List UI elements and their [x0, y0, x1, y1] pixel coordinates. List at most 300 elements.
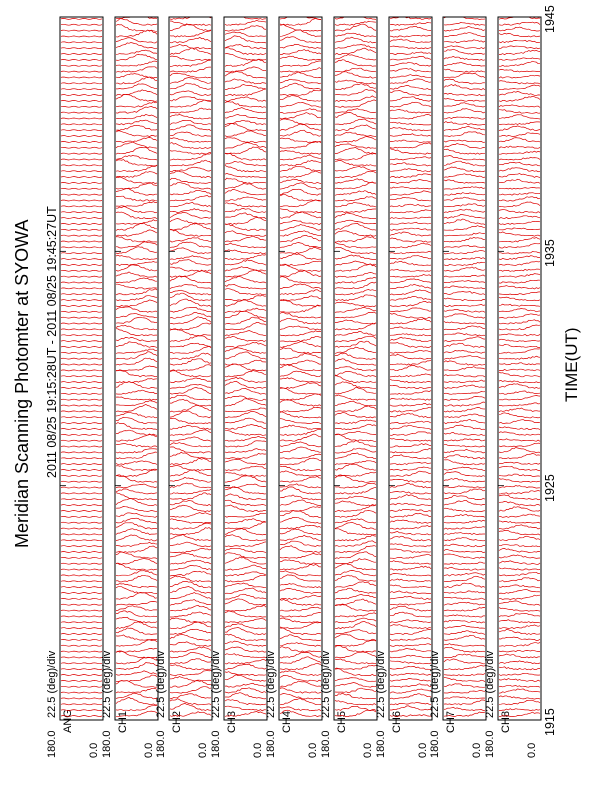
scan-trace [61, 311, 102, 312]
scan-trace [116, 493, 157, 500]
scan-trace [61, 59, 102, 60]
scan-trace [390, 549, 431, 553]
scan-trace [499, 261, 540, 265]
scan-trace [390, 471, 431, 476]
scan-trace [170, 694, 211, 699]
scan-trace [335, 223, 376, 230]
scan-trace [499, 75, 540, 78]
scan-trace [225, 549, 266, 553]
scan-trace [390, 26, 431, 31]
scan-trace [61, 405, 102, 406]
scan-trace [61, 692, 102, 693]
scan-trace [61, 77, 102, 78]
scan-trace [444, 245, 485, 247]
scan-trace [444, 508, 485, 511]
scan-trace [225, 178, 266, 183]
scan-trace [116, 172, 157, 178]
scan-trace [280, 383, 321, 389]
scan-trace [499, 334, 540, 336]
scan-trace [444, 180, 485, 183]
scan-trace [390, 284, 431, 289]
scan-trace [170, 171, 211, 178]
scan-trace [225, 388, 266, 394]
scan-trace [335, 453, 376, 459]
scan-trace [280, 618, 321, 623]
scan-trace [170, 371, 211, 377]
scan-trace [444, 298, 485, 301]
scan-trace [61, 136, 102, 137]
scan-trace [170, 365, 211, 371]
scan-trace [499, 22, 540, 25]
scan-trace [170, 483, 211, 488]
scan-trace [390, 169, 431, 172]
scan-trace [444, 602, 485, 605]
scan-trace [61, 54, 102, 55]
scan-trace [335, 640, 376, 646]
scan-trace [444, 439, 485, 441]
scan-trace [170, 37, 211, 43]
panel-scale-label: 22.5 (deg)/div [320, 650, 332, 718]
scan-trace [390, 574, 431, 577]
scan-trace [390, 75, 431, 79]
scan-trace [280, 652, 321, 658]
y-tick-top: 180.0 [375, 730, 387, 758]
scan-trace [444, 425, 485, 430]
scan-trace [116, 401, 157, 406]
scan-trace [335, 137, 376, 143]
scan-trace [390, 620, 431, 623]
scan-trace [390, 174, 431, 178]
scan-trace [390, 308, 431, 312]
scan-trace [335, 68, 376, 72]
scan-trace [61, 276, 102, 277]
scan-trace [170, 267, 211, 271]
scan-trace [499, 685, 540, 687]
scan-trace [61, 610, 102, 611]
scan-trace [499, 46, 540, 49]
scan-trace [170, 276, 211, 283]
scan-trace [225, 436, 266, 441]
scan-trace [335, 388, 376, 395]
scan-trace [225, 599, 266, 605]
scan-trace [116, 449, 157, 453]
scan-trace [170, 97, 211, 101]
scan-trace [61, 130, 102, 131]
scan-trace [390, 327, 431, 330]
scan-trace [499, 216, 540, 219]
scan-trace [390, 279, 431, 283]
scan-trace [61, 481, 102, 482]
scan-trace [335, 571, 376, 576]
scan-trace [444, 350, 485, 353]
scan-trace [225, 59, 266, 66]
scan-trace [444, 132, 485, 137]
scan-trace [280, 56, 321, 60]
scan-trace [444, 204, 485, 207]
scan-trace [499, 643, 540, 647]
scan-trace [390, 360, 431, 365]
scan-trace [499, 138, 540, 142]
scan-trace [335, 367, 376, 371]
scan-trace [116, 177, 157, 184]
scan-trace [335, 464, 376, 470]
scan-trace [116, 542, 157, 546]
scan-trace [499, 486, 540, 489]
scan-trace [61, 194, 102, 195]
scan-trace [335, 701, 376, 706]
scan-trace [116, 430, 157, 435]
panel-channel-label: CH6 [391, 710, 403, 733]
scan-trace [225, 250, 266, 254]
scan-trace [170, 160, 211, 166]
scan-trace [61, 305, 102, 306]
scan-trace [280, 671, 321, 676]
scan-trace [444, 460, 485, 465]
scan-trace [499, 536, 540, 540]
scan-trace [499, 238, 540, 243]
scan-trace [335, 209, 376, 213]
scan-trace [444, 527, 485, 530]
scan-trace [225, 224, 266, 230]
scan-trace [390, 251, 431, 254]
scan-trace [444, 286, 485, 289]
scan-trace [116, 284, 157, 289]
scan-trace [225, 236, 266, 242]
scan-trace [61, 83, 102, 84]
scan-trace [390, 703, 431, 705]
scan-trace [335, 371, 376, 376]
scan-trace [225, 311, 266, 318]
scan-trace [225, 688, 266, 693]
scan-trace [390, 561, 431, 565]
scan-trace [499, 122, 540, 125]
scan-trace [390, 354, 431, 359]
scan-trace [225, 693, 266, 699]
scan-trace [225, 513, 266, 517]
scan-trace [499, 356, 540, 359]
scan-trace [116, 278, 157, 283]
scan-trace [444, 573, 485, 576]
scan-trace [499, 269, 540, 271]
scan-trace [170, 593, 211, 600]
scan-trace [116, 571, 157, 576]
scan-trace [444, 209, 485, 213]
scan-trace [335, 237, 376, 243]
scan-trace [499, 578, 540, 582]
scan-trace [444, 576, 485, 582]
scan-trace [390, 232, 431, 236]
scan-trace [61, 30, 102, 31]
scan-trace [116, 25, 157, 32]
scan-trace [170, 190, 211, 195]
scan-trace [61, 698, 102, 699]
scan-trace [444, 258, 485, 260]
scan-trace [499, 380, 540, 382]
scan-trace [390, 438, 431, 441]
panel-channel-label: CH1 [117, 710, 129, 733]
scan-trace [335, 273, 376, 278]
scan-trace [390, 444, 431, 448]
scan-trace [444, 79, 485, 84]
scan-trace [61, 65, 102, 66]
scan-trace [280, 378, 321, 383]
scan-trace [444, 73, 485, 78]
scan-trace [444, 455, 485, 459]
scan-trace [61, 124, 102, 125]
scan-trace [280, 442, 321, 447]
scan-trace [335, 413, 376, 418]
scan-trace [116, 640, 157, 647]
scan-trace [280, 224, 321, 230]
scan-trace [335, 89, 376, 95]
scan-trace [61, 399, 102, 400]
panel-channel-label: CH5 [336, 710, 348, 733]
scan-trace [170, 699, 211, 705]
scan-trace [390, 579, 431, 582]
scan-trace [499, 286, 540, 289]
traces-ang [61, 18, 102, 716]
traces-ch3 [225, 17, 266, 716]
scan-trace [116, 74, 157, 78]
scan-trace [280, 560, 321, 564]
scan-trace [444, 478, 485, 482]
scan-trace [170, 285, 211, 289]
scan-trace [225, 594, 266, 599]
scan-trace [444, 356, 485, 360]
scan-trace [499, 40, 540, 42]
scan-trace [499, 585, 540, 588]
scan-trace [61, 522, 102, 523]
y-tick-bottom: 0.0 [307, 742, 319, 758]
scan-trace [390, 275, 431, 278]
scan-trace [390, 673, 431, 675]
scan-trace [61, 452, 102, 453]
scan-trace [335, 182, 376, 189]
scan-trace [61, 475, 102, 476]
panel-scale-label: 22.5 (deg)/div [155, 650, 167, 718]
scan-trace [444, 659, 485, 664]
scan-trace [61, 71, 102, 72]
scan-trace [225, 255, 266, 260]
scan-trace [61, 141, 102, 142]
scan-trace [280, 388, 321, 394]
scan-trace [61, 639, 102, 640]
scan-trace [335, 264, 376, 271]
y-tick-bottom: 0.0 [197, 742, 209, 758]
scan-trace [61, 112, 102, 113]
scan-trace [61, 505, 102, 506]
scan-trace [444, 420, 485, 424]
scan-trace [116, 300, 157, 307]
scan-trace [390, 566, 431, 570]
scan-trace [390, 122, 431, 125]
scan-trace [444, 500, 485, 505]
scan-trace [116, 358, 157, 365]
scan-trace [116, 255, 157, 260]
scan-trace [170, 359, 211, 365]
scan-trace [444, 62, 485, 66]
scan-trace [444, 608, 485, 612]
scan-trace [61, 470, 102, 471]
scan-trace [225, 449, 266, 453]
y-tick-top: 180.0 [101, 730, 113, 758]
scan-trace [225, 712, 266, 717]
scan-trace [390, 612, 431, 617]
scan-trace [225, 322, 266, 329]
scan-trace [390, 191, 431, 195]
scan-trace [225, 108, 266, 113]
scan-trace [499, 363, 540, 365]
scan-trace [225, 654, 266, 658]
scan-trace [225, 529, 266, 535]
scan-trace [170, 91, 211, 96]
scan-trace [390, 455, 431, 459]
scan-trace [499, 115, 540, 119]
scan-trace [499, 304, 540, 306]
scan-trace [280, 365, 321, 371]
scan-trace [61, 387, 102, 388]
scan-trace [225, 243, 266, 248]
scan-trace [444, 583, 485, 587]
scan-trace [61, 546, 102, 547]
scan-trace [390, 603, 431, 606]
scan-trace [335, 242, 376, 248]
scan-trace [335, 37, 376, 43]
scan-trace [61, 171, 102, 172]
scan-trace [280, 360, 321, 365]
scan-trace [116, 635, 157, 640]
scan-trace [444, 712, 485, 716]
scan-trace [61, 581, 102, 582]
scan-trace [170, 238, 211, 242]
scan-trace [225, 641, 266, 646]
scan-trace [280, 412, 321, 418]
scan-trace [390, 407, 431, 412]
scan-trace [280, 200, 321, 207]
scan-trace [280, 171, 321, 178]
scan-trace [116, 513, 157, 518]
scan-trace [280, 270, 321, 276]
scan-trace [390, 503, 431, 505]
scan-trace [390, 297, 431, 301]
scan-trace [61, 89, 102, 90]
scan-trace [170, 635, 211, 641]
scan-trace [444, 174, 485, 178]
scan-trace [444, 396, 485, 400]
scan-trace [335, 582, 376, 588]
scan-trace [170, 196, 211, 201]
scan-trace [280, 699, 321, 705]
scan-trace [61, 487, 102, 488]
scan-trace [116, 43, 157, 49]
scan-trace [116, 125, 157, 130]
scan-trace [335, 191, 376, 196]
scan-trace [280, 371, 321, 377]
y-tick-bottom: 0.0 [362, 742, 374, 758]
scan-trace [390, 644, 431, 647]
scan-trace [444, 620, 485, 623]
scan-trace [444, 408, 485, 413]
scan-trace [335, 166, 376, 171]
scan-trace [444, 385, 485, 389]
scan-trace [499, 555, 540, 559]
scan-trace [499, 345, 540, 348]
scan-trace [335, 665, 376, 669]
scan-trace [335, 594, 376, 599]
time-range: 2011 08/25 19:15:28UT - 2011 08/25 19:45:27UT [45, 206, 59, 478]
scan-trace [116, 18, 157, 25]
scan-trace [335, 197, 376, 202]
scan-trace [390, 689, 431, 693]
scan-trace [335, 546, 376, 553]
scan-trace [280, 277, 321, 284]
scan-trace [225, 664, 266, 669]
scan-trace [335, 179, 376, 183]
scan-trace [499, 146, 540, 148]
panel-channel-label: CH4 [281, 710, 293, 733]
scan-trace [61, 212, 102, 213]
scan-trace [499, 448, 540, 453]
scan-trace [444, 625, 485, 628]
scan-trace [170, 443, 211, 447]
scan-trace [390, 134, 431, 137]
scan-trace [225, 54, 266, 61]
scan-trace [225, 79, 266, 84]
scan-trace [61, 710, 102, 711]
scan-trace [499, 193, 540, 196]
scan-trace [444, 496, 485, 500]
scan-trace [170, 652, 211, 658]
scan-trace [61, 587, 102, 588]
scan-trace [170, 312, 211, 318]
scan-trace [499, 625, 540, 629]
panel-frame-ch4 [279, 17, 322, 720]
scan-trace [390, 491, 431, 494]
scan-trace [170, 452, 211, 459]
scan-trace [390, 128, 431, 131]
scan-trace [280, 44, 321, 48]
scan-trace [170, 178, 211, 183]
scan-trace [116, 552, 157, 559]
scan-trace [116, 142, 157, 148]
scan-trace [499, 590, 540, 594]
scan-trace [335, 147, 376, 154]
scan-trace [280, 458, 321, 465]
scan-trace [499, 81, 540, 84]
scan-trace [335, 588, 376, 593]
scan-trace [335, 80, 376, 84]
scan-trace [170, 560, 211, 564]
scan-trace [335, 21, 376, 25]
scan-trace [280, 243, 321, 248]
scan-trace [390, 69, 431, 72]
scan-trace [499, 256, 540, 260]
scan-trace [444, 117, 485, 119]
scan-trace [390, 39, 431, 43]
scan-trace [116, 444, 157, 448]
scan-trace [225, 408, 266, 412]
scan-trace [116, 651, 157, 658]
scan-trace [335, 341, 376, 347]
scan-trace [170, 143, 211, 149]
scan-trace [225, 494, 266, 500]
scan-trace [61, 206, 102, 207]
scan-trace [390, 319, 431, 324]
scan-trace [225, 336, 266, 341]
scan-trace [390, 413, 431, 418]
scan-trace [280, 318, 321, 324]
scan-trace [225, 162, 266, 166]
